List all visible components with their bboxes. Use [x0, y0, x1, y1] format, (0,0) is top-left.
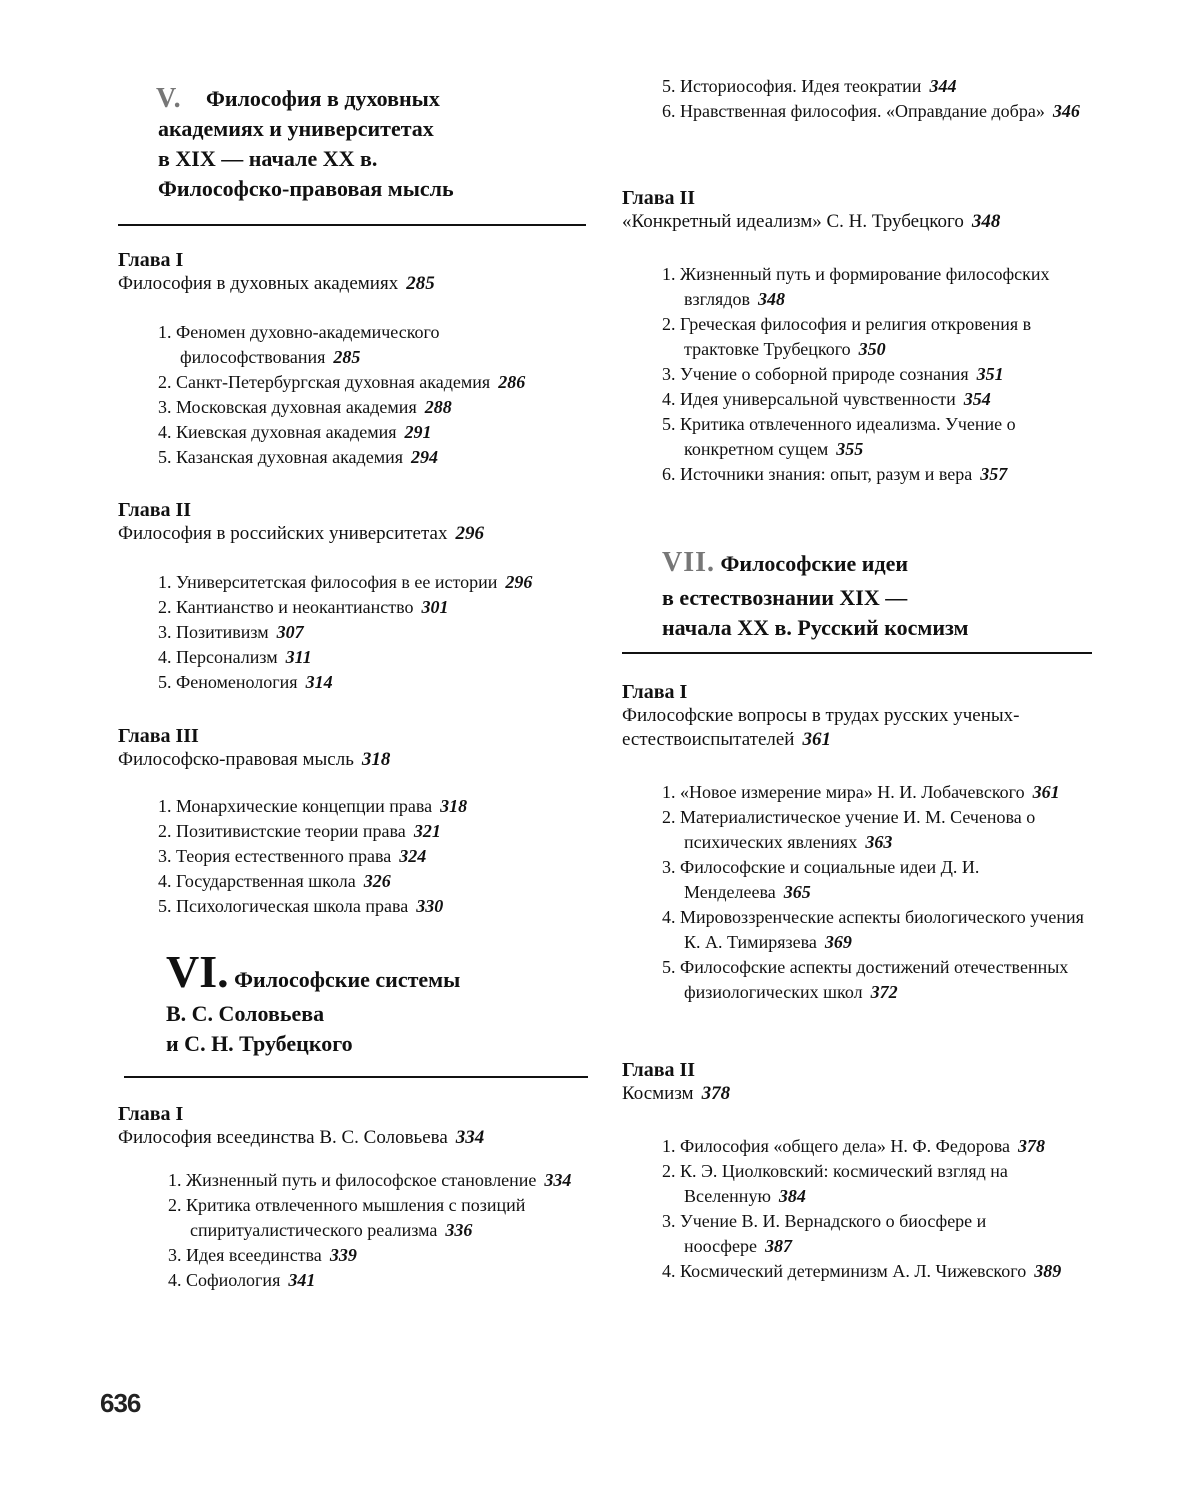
chapter-block	[622, 680, 1094, 752]
item-list	[662, 780, 1094, 1005]
part-title-line: Философия в духовных	[206, 86, 440, 111]
list-item[interactable]: 1. Монархические концепции права 318	[158, 796, 468, 816]
page-ref: 378	[701, 1083, 731, 1104]
list-item[interactable]: 2. Материалистическое учение И. М. Сеченова о психических явлениях 363	[662, 807, 1036, 852]
list-item[interactable]: 2. Греческая философия и религия откровения в трактовке Трубецкого 350	[662, 314, 1032, 359]
list-item[interactable]: 6. Источники знания: опыт, разум и вера 357	[662, 464, 1008, 484]
list-item[interactable]: 3. Позитивизм 307	[158, 622, 304, 642]
part-title-line: В. С. Соловьева	[166, 1001, 325, 1026]
list-item[interactable]: 2. К. Э. Циолковский: космический взгляд на Вселенную 384	[662, 1161, 1008, 1206]
part-title-line: и С. Н. Трубецкого	[166, 1031, 353, 1056]
chapter-label: Глава III	[118, 725, 199, 747]
page-ref: 334	[455, 1127, 485, 1148]
page-ref: 285	[406, 273, 435, 294]
list-item[interactable]: 2. Санкт-Петербургская духовная академия 286	[158, 372, 526, 392]
list-item[interactable]: 4. Идея универсальной чувственности 354	[662, 389, 991, 409]
part-title-line: Философские системы	[234, 967, 461, 992]
list-item[interactable]: 4. Мировоззренческие аспекты биологического учения К. А. Тимирязева 369	[662, 907, 1084, 952]
item-list	[158, 570, 590, 695]
list-item[interactable]: 5. Казанская духовная академия 294	[158, 447, 438, 467]
part-title-line: в XIX — начале XX в.	[158, 146, 378, 171]
chapter-block	[118, 248, 590, 296]
chapter-title: Философия в российских университетах	[118, 523, 448, 544]
chapter-label: Глава I	[622, 681, 688, 703]
list-item[interactable]: 5. Философские аспекты достижений отечественных физиологических школ 372	[662, 957, 1069, 1002]
list-item[interactable]: 3. Идея всеединства 339	[168, 1245, 357, 1265]
part-title-line: в естествознании XIX —	[662, 585, 908, 610]
list-item[interactable]: 4. Персонализм 311	[158, 647, 312, 667]
part-roman-numeral: V.	[156, 83, 182, 114]
list-item[interactable]: 4. Государственная школа 326	[158, 871, 391, 891]
list-item[interactable]: 3. Московская духовная академия 288	[158, 397, 452, 417]
item-list	[662, 74, 1094, 124]
chapter-title: «Конкретный идеализм» С. Н. Трубецкого	[622, 211, 964, 232]
page-ref: 296	[455, 523, 484, 544]
part-roman-numeral: VII.	[662, 547, 716, 578]
chapter-label: Глава I	[118, 249, 184, 271]
list-item[interactable]: 4. Софиология 341	[168, 1270, 316, 1290]
part-title-line: академиях и университетах	[158, 116, 434, 141]
chapter-title: Философско-правовая мысль	[118, 749, 354, 770]
list-item[interactable]: 1. Философия «общего дела» Н. Ф. Федорова 378	[662, 1136, 1046, 1156]
part-vi-heading	[118, 946, 588, 1059]
list-item[interactable]: 5. Психологическая школа права 330	[158, 896, 444, 916]
list-item[interactable]: 5. Историософия. Идея теократии 344	[662, 76, 957, 96]
list-item[interactable]: 3. Учение о соборной природе сознания 351	[662, 364, 1004, 384]
section-divider	[124, 1076, 588, 1078]
list-item[interactable]: 6. Нравственная философия. «Оправдание добра» 346	[662, 101, 1080, 121]
section-divider	[118, 224, 586, 226]
list-item[interactable]: 4. Киевская духовная академия 291	[158, 422, 432, 442]
chapter-label: Глава II	[118, 499, 192, 521]
list-item[interactable]: 4. Космический детерминизм А. Л. Чижевского 389	[662, 1261, 1062, 1281]
chapter-title: Философия всеединства В. С. Соловьева	[118, 1127, 448, 1148]
list-item[interactable]: 3. Теория естественного права 324	[158, 846, 427, 866]
item-list	[168, 1168, 590, 1293]
list-item[interactable]: 3. Учение В. И. Вернадского о биосфере и ноосфере 387	[662, 1211, 987, 1256]
chapter-block	[118, 1102, 590, 1150]
item-list	[158, 320, 590, 470]
item-list	[158, 794, 590, 919]
chapter-block	[622, 186, 1094, 234]
chapter-title: Философия в духовных академиях	[118, 273, 399, 294]
chapter-block	[118, 498, 590, 546]
list-item[interactable]: 2. Критика отвлеченного мышления с позиций спиритуалистического реализма 336	[168, 1195, 526, 1240]
part-v-heading	[118, 84, 588, 204]
item-list	[662, 1134, 1094, 1284]
chapter-block	[622, 1058, 1094, 1106]
part-title-line: Философские идеи	[720, 551, 909, 576]
page-number: 636	[100, 1388, 141, 1418]
list-item[interactable]: 1. Университетская философия в ее истории 296	[158, 572, 533, 592]
chapter-title-row[interactable]	[622, 210, 1094, 234]
section-divider	[622, 652, 1092, 654]
page-ref: 318	[361, 749, 391, 770]
list-item[interactable]: 3. Философские и социальные идеи Д. И. Менделеева 365	[662, 857, 980, 902]
list-item[interactable]: 2. Позитивистские теории права 321	[158, 821, 441, 841]
list-item[interactable]: 2. Кантианство и неокантианство 301	[158, 597, 449, 617]
list-item[interactable]: 5. Феноменология 314	[158, 672, 333, 692]
list-item[interactable]: 1. Жизненный путь и философское становление 334	[168, 1170, 572, 1190]
list-item[interactable]: 1. Жизненный путь и формирование философских взглядов 348	[662, 264, 1050, 309]
chapter-label: Глава II	[622, 1059, 696, 1081]
chapter-title: Космизм	[622, 1083, 694, 1104]
chapter-title-row[interactable]	[118, 1126, 590, 1150]
chapter-title-row[interactable]	[622, 1082, 1094, 1106]
part-vii-heading	[622, 548, 1092, 643]
chapter-title-row[interactable]	[118, 522, 590, 546]
list-item[interactable]: 1. Феномен духовно-академического философствования 285	[158, 322, 440, 367]
chapter-title-row[interactable]	[622, 704, 1094, 752]
list-item[interactable]: 5. Критика отвлеченного идеализма. Учение о конкретном сущем 355	[662, 414, 1016, 459]
chapter-label: Глава I	[118, 1103, 184, 1125]
part-roman-numeral: VI.	[166, 946, 229, 997]
chapter-title-row[interactable]	[118, 748, 590, 772]
list-item[interactable]: 1. «Новое измерение мира» Н. И. Лобачевского 361	[662, 782, 1060, 802]
chapter-label: Глава II	[622, 187, 696, 209]
part-title-line: начала XX в. Русский космизм	[662, 615, 969, 640]
page-ref: 348	[971, 211, 1001, 232]
chapter-title: Философские вопросы в трудах русских ученых-естествоиспытателей	[622, 705, 1020, 750]
chapter-block	[118, 724, 590, 772]
chapter-title-row[interactable]	[118, 272, 590, 296]
part-title-line: Философско-правовая мысль	[158, 176, 454, 201]
page-ref: 361	[802, 729, 831, 750]
item-list	[662, 262, 1094, 487]
